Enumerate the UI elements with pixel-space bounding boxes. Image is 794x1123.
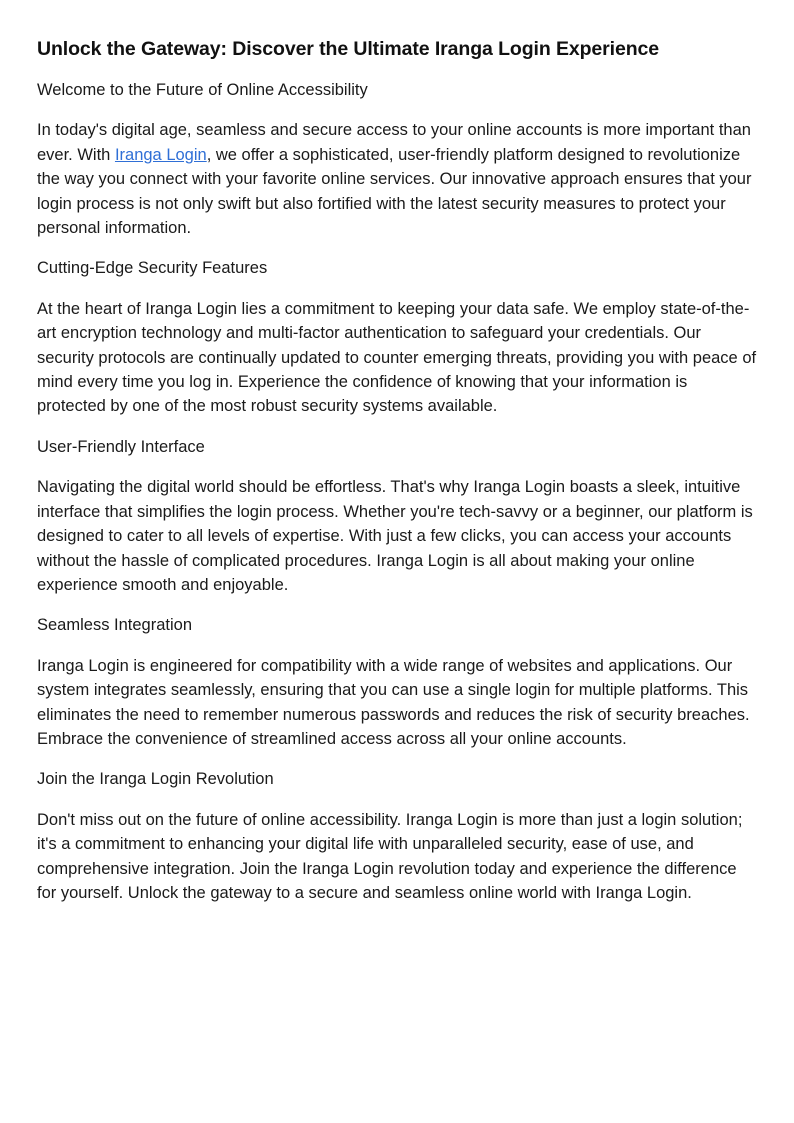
paragraph-welcome-rest: , we offer a sophisticated, user-friendly platform designed to revolutionize the way you connect with your favorite online services. Our innovative approach ensures that your login process is not only swift but also fortified with the latest security measures to protect your personal information.	[37, 145, 752, 238]
paragraph-integration: Iranga Login is engineered for compatibility with a wide range of websites and applications. Our system integrates seamlessly, ensuring that you can use a single login for multiple platforms. This eliminates the need to remember numerous passwords and reduces the risk of security breaches. Embrace the convenience of streamlined access across all your online accounts.	[37, 656, 750, 748]
section-heading-welcome: Welcome to the Future of Online Accessibility	[37, 81, 368, 99]
section-heading-security: Cutting-Edge Security Features	[37, 259, 268, 278]
iranga-login-link[interactable]: Iranga Login	[114, 145, 207, 164]
paragraph-welcome	[37, 118, 759, 240]
section-heading-interface: User-Friendly Interface	[37, 437, 205, 456]
paragraph-welcome-lead: In today's digital age, seamless and secure access to your online accounts is more important than ever. With	[37, 121, 751, 164]
section-heading-integration: Seamless Integration	[37, 616, 193, 635]
document-page	[37, 36, 759, 921]
page-title: Unlock the Gateway: Discover the Ultimate Iranga Login Experience	[37, 38, 660, 60]
paragraph-revolution: Don't miss out on the future of online accessibility. Iranga Login is more than just a login solution; it's a commitment to enhancing your digital life with unparalleled security, ease of use, and comprehensive integration. Join the Iranga Login revolution today and experience the difference for yourself. Unlock the gateway to a secure and seamless online world with Iranga Login.	[37, 810, 743, 902]
paragraph-interface: Navigating the digital world should be effortless. That's why Iranga Login boasts a sleek, intuitive interface that simplifies the login process. Whether you're tech-savvy or a beginner, our platform is designed to cater to all levels of expertise. With just a few clicks, you can access your accounts without the hassle of complicated procedures. Iranga Login is all about making your online experience smooth and enjoyable.	[37, 478, 753, 594]
paragraph-security: At the heart of Iranga Login lies a commitment to keeping your data safe. We employ state-of-the-art encryption technology and multi-factor authentication to safeguard your credentials. Our security protocols are continually updated to counter emerging threats, providing you with peace of mind every time you log in. Experience the confidence of knowing that your information is protected by one of the most robust security systems available.	[37, 299, 757, 416]
section-heading-revolution: Join the Iranga Login Revolution	[37, 770, 274, 789]
